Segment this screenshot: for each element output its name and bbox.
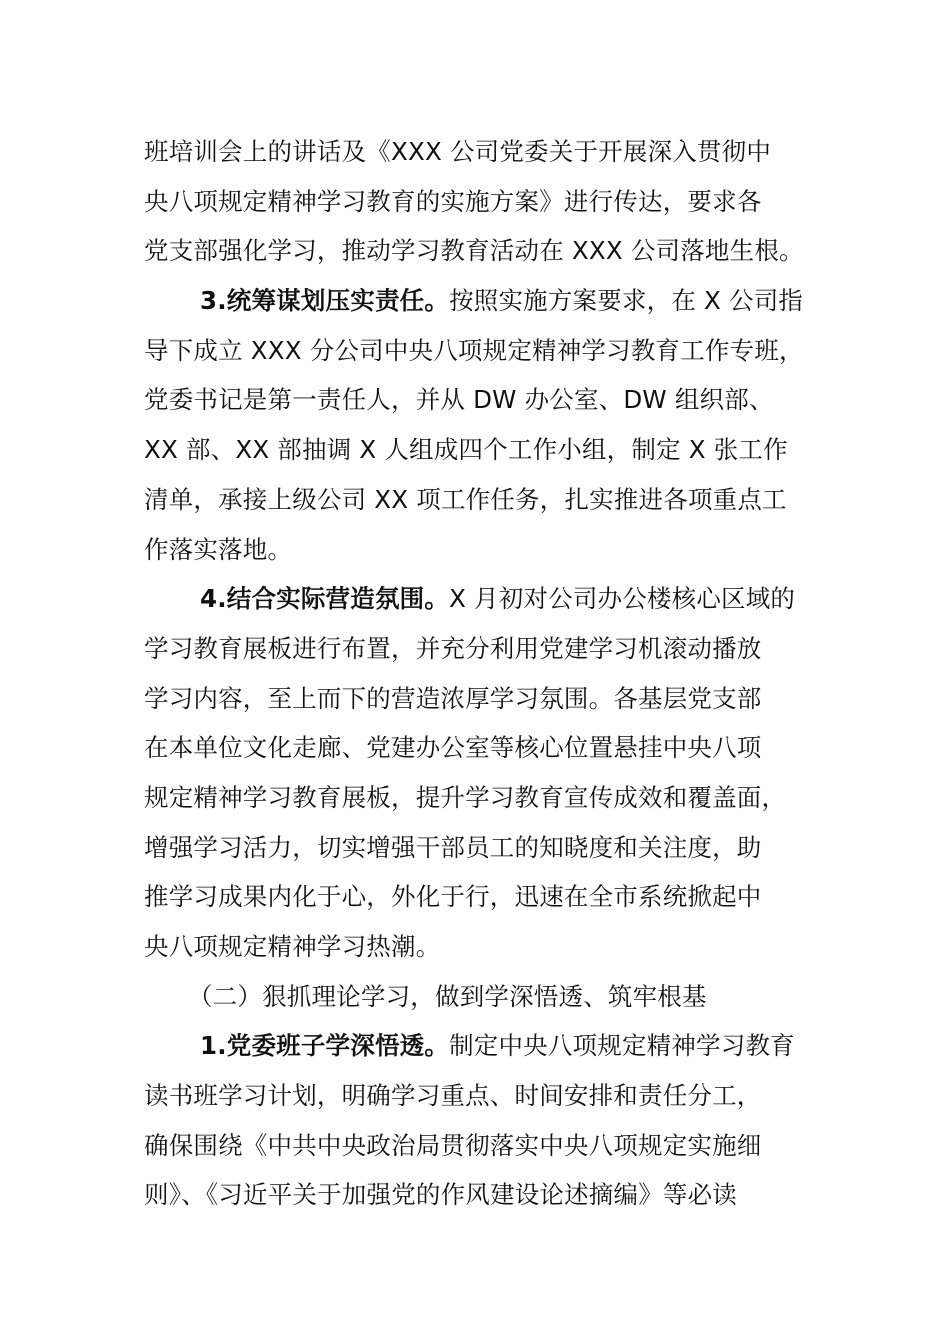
section-3-heading: 3.统筹谋划压实责任。 [200, 286, 450, 316]
body-line: 则》、《习近平关于加强党的作风建设论述摘编》等必读 [144, 1180, 737, 1210]
body-line: 作落实落地。 [144, 534, 293, 564]
body-line: 确保围绕《中共中央政治局贯彻落实中央八项规定实施细 [144, 1130, 762, 1160]
section-4-text: X 月初对公司办公楼核心区域的 [449, 584, 796, 614]
body-line: 读书班学习计划，明确学习重点、时间安排和责任分工， [144, 1081, 762, 1111]
section-4-heading: 4.结合实际营造氛围。 [200, 584, 450, 614]
section-1-first-line [144, 1021, 824, 1071]
body-line: 央八项规定精神学习教育的实施方案》进行传达，要求各 [144, 186, 762, 216]
body-line: 推学习成果内化于心，外化于行，迅速在全市系统掀起中 [144, 882, 762, 912]
body-line: 党支部强化学习，推动学习教育活动在 XXX 公司落地生根。 [144, 236, 804, 266]
body-line: 清单，承接上级公司 XX 项工作任务，扎实推进各项重点工 [144, 484, 787, 514]
document-body [144, 127, 824, 1220]
body-line: 党委书记是第一责任人，并从 DW 办公室、DW 组织部、 [144, 385, 774, 415]
body-line: 导下成立 XXX 分公司中央八项规定精神学习教育工作专班， [144, 335, 804, 365]
section-3-first-line [144, 276, 824, 326]
section-4-first-line [144, 574, 824, 624]
body-line: 增强学习活力，切实增强干部员工的知晓度和关注度，助 [144, 832, 762, 862]
body-line: 学习内容，至上而下的营造浓厚学习氛围。各基层党支部 [144, 683, 762, 713]
body-line: 班培训会上的讲话及《XXX 公司党委关于开展深入贯彻中 [144, 137, 772, 166]
section-1-text: 制定中央八项规定精神学习教育 [449, 1031, 795, 1061]
subsection-heading: （二）狠抓理论学习，做到学深悟透、筑牢根基 [188, 981, 707, 1011]
section-1-heading: 1.党委班子学深悟透。 [200, 1031, 450, 1061]
body-line: 央八项规定精神学习热潮。 [144, 932, 441, 961]
body-line: 在本单位文化走廊、党建办公室等核心位置悬挂中央八项 [144, 733, 762, 763]
body-line: 学习教育展板进行布置，并充分利用党建学习机滚动播放 [144, 633, 762, 663]
section-3-text: 按照实施方案要求，在 X 公司指 [449, 286, 804, 316]
body-line: 规定精神学习教育展板，提升学习教育宣传成效和覆盖面， [144, 782, 787, 812]
body-line: XX 部、XX 部抽调 X 人组成四个工作小组，制定 X 张工作 [144, 435, 788, 465]
